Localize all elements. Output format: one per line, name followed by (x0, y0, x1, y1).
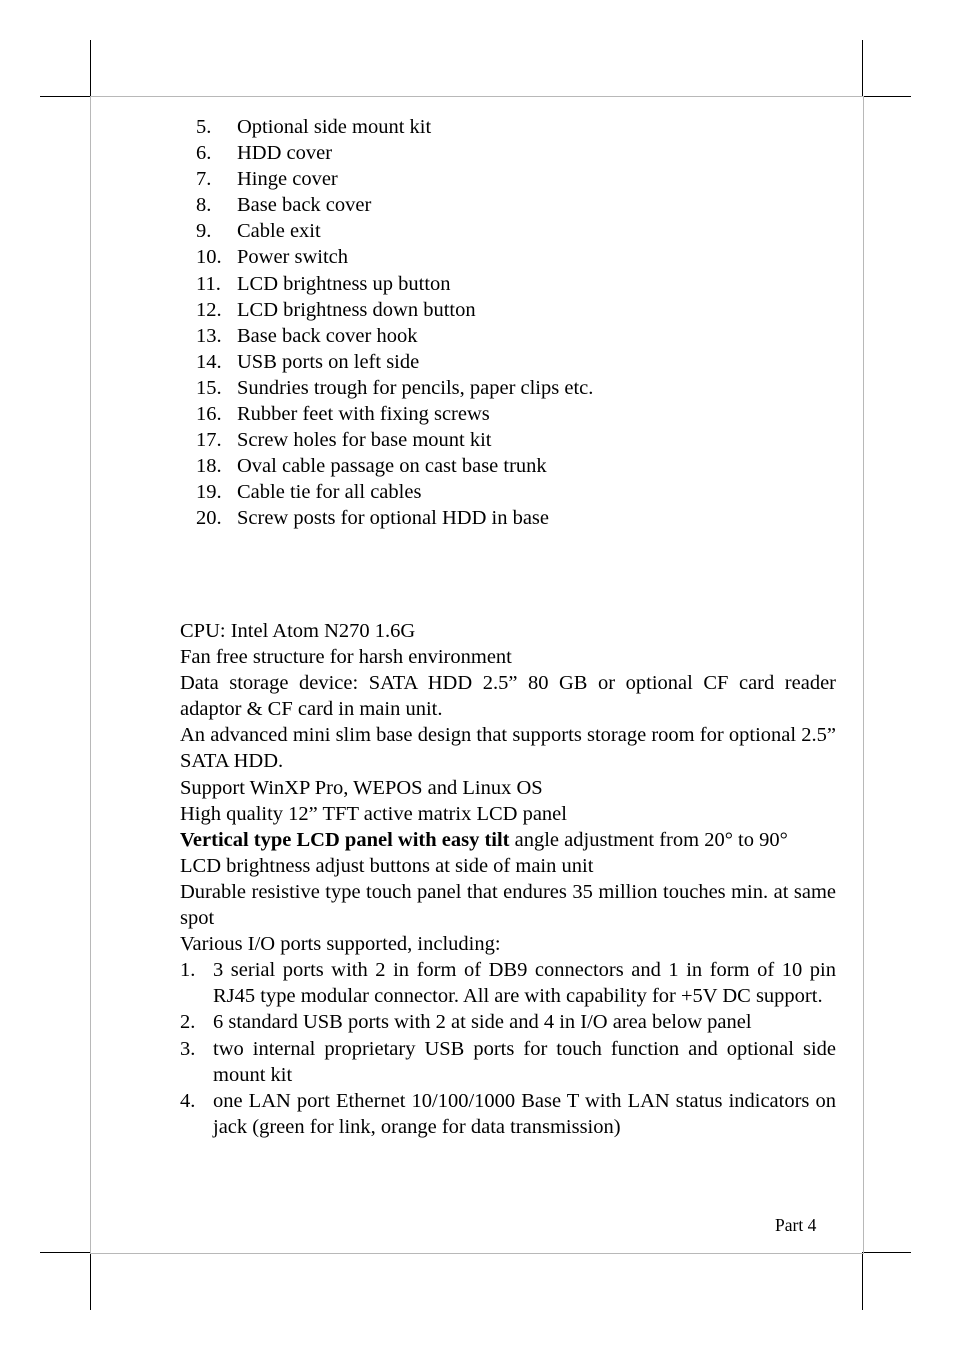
feature-fan: Fan free structure for harsh environment (180, 646, 512, 669)
io-list (180, 957, 836, 1140)
crop-mark-bottom-right-horizontal (862, 1252, 911, 1253)
crop-mark-bottom-right-vertical (862, 1252, 863, 1310)
feature-lcd: High quality 12” TFT active matrix LCD panel (180, 802, 567, 825)
feature-vertical-rest: angle adjustment from 20° to 90° (509, 828, 788, 851)
feature-base: An advanced mini slim base design that supports storage room for optional 2.5” SATA HDD. (180, 724, 836, 773)
feature-vertical-bold: Vertical type LCD panel with easy tilt (180, 828, 510, 851)
crop-mark-bottom-left-horizontal (40, 1252, 91, 1253)
crop-mark-bottom-left-vertical (90, 1252, 91, 1310)
crop-mark-top-right-horizontal (862, 96, 911, 97)
feature-storage: Data storage device: SATA HDD 2.5” 80 GB or optional CF card reader adaptor & CF card in main unit. (180, 672, 836, 721)
crop-mark-top-left-horizontal (40, 96, 91, 97)
features-section (180, 618, 836, 1140)
feature-io-intro: Various I/O ports supported, including: (180, 933, 501, 956)
feature-os: Support WinXP Pro, WEPOS and Linux OS (180, 776, 543, 799)
list-item: 1. 3 serial ports with 2 in form of DB9 connectors and 1 in form of 10 pin RJ45 type modular connector. All are with capability for +5V DC support. (180, 959, 836, 1008)
feature-touch: Durable resistive type touch panel that endures 35 million touches min. at same spot (180, 880, 836, 930)
crop-mark-top-right-vertical (862, 40, 863, 97)
feature-brightness: LCD brightness adjust buttons at side of main unit (180, 854, 594, 877)
list-item: 4. one LAN port Ethernet 10/100/1000 Base T with LAN status indicators on jack (green for link, orange for data transmission) (180, 1089, 836, 1138)
page-label: Part 4 (775, 1215, 817, 1235)
crop-mark-top-left-vertical (90, 40, 91, 97)
feature-cpu: CPU: Intel Atom N270 1.6G (180, 620, 416, 642)
feature-vertical (180, 827, 836, 853)
list-item: 2. 6 standard USB ports with 2 at side and 4 in I/O area below panel (180, 1011, 752, 1034)
list-item: 3. two internal proprietary USB ports for touch function and optional side mount kit (180, 1037, 836, 1086)
